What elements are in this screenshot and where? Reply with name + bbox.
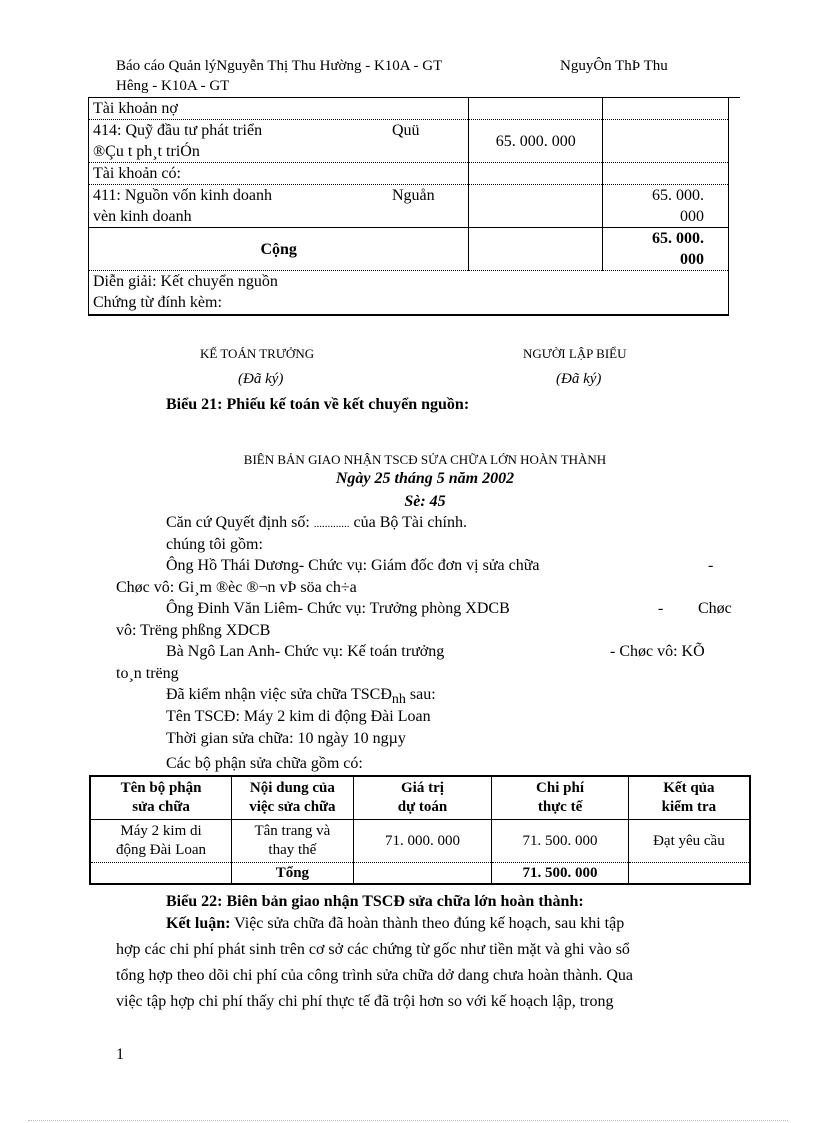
- header-estimate: [353, 776, 492, 820]
- conclusion-line-1: [166, 915, 624, 933]
- header-content-l1: Nội dung của: [249, 780, 335, 796]
- conclusion-line-4: việc tập hợp chi phí thấy chi phí thực tế đã trội hơn so với kế hoạch lập, trong: [116, 993, 614, 1010]
- cell-actual: 71. 500. 000: [492, 820, 629, 863]
- debit-short: Quü: [392, 122, 420, 139]
- voucher-table: [88, 98, 729, 316]
- header-estimate-l2: dự toán: [397, 799, 448, 815]
- debit-account: [89, 120, 469, 163]
- total-row: [89, 228, 729, 271]
- repair-total-row: [90, 863, 750, 885]
- header-actual-l2: thực tế: [537, 799, 583, 815]
- member-2-tail: Chøc: [698, 600, 732, 617]
- repair-table: [89, 775, 751, 885]
- debit-account-name2: ®Çu t ph¸t triÓn: [93, 143, 200, 160]
- debit-amount: 65. 000. 000: [469, 120, 603, 163]
- credit-label-row: [89, 163, 729, 185]
- conclusion-line-2: hợp các chi phí phát sinh trên cơ sở các chứng từ gốc như tiền mặt và ghi vào sổ: [116, 941, 630, 958]
- repair-header-row: [90, 776, 750, 820]
- basis-text-end: của Bộ Tài chính.: [349, 514, 467, 531]
- header-left: Báo cáo Quản lýNguyễn Thị Thu Hường - K10A - GT: [116, 58, 443, 74]
- member-3: Bà Ngô Lan Anh- Chức vụ: Kế toán trưởng: [166, 643, 445, 660]
- inspected-text: Đã kiểm nhận việc sửa chữa TSCĐ: [166, 686, 392, 703]
- cell-content-l2: thay thế: [268, 842, 317, 858]
- cell-result: Đạt yêu cầu: [628, 820, 750, 863]
- conclusion-label: Kết luận:: [166, 915, 231, 932]
- cell-content: [232, 820, 354, 863]
- attachments: Chứng từ đính kèm:: [93, 294, 222, 311]
- description-row: [89, 271, 729, 316]
- conclusion-line-3: tổng hợp theo dõi chi phí của công trình sửa chữa dở dang chưa hoàn thành. Qua: [116, 967, 634, 984]
- member-1-dash: -: [708, 557, 714, 574]
- credit-account: [89, 185, 469, 228]
- minutes-date: Ngày 25 tháng 5 năm 2002: [335, 470, 515, 487]
- member-1: Ông Hồ Thái Dương- Chức vụ: Giám đốc đơn vị sửa chữa: [166, 557, 540, 574]
- total-amount-line1: 65. 000.: [652, 230, 704, 247]
- member-2-dash: -: [658, 600, 664, 617]
- header-content-l2: việc sửa chữa: [249, 799, 336, 815]
- header-right: NguyÔn ThÞ Thu: [560, 58, 668, 74]
- header-part: [90, 776, 232, 820]
- member-2-role: vô: Trëng phßng XDCB: [116, 622, 271, 639]
- inspected-line: [166, 686, 436, 707]
- header-result: [628, 776, 750, 820]
- header-content: [232, 776, 354, 820]
- credit-label: Tài khoản có:: [89, 163, 469, 185]
- debit-label-row: [89, 98, 729, 120]
- total-label: Cộng: [89, 228, 469, 271]
- description: Diễn giải: Kết chuyển nguồn: [93, 273, 278, 290]
- repair-duration: Thời gian sửa chữa: 10 ngày 10 ngµy: [166, 730, 406, 747]
- caption-bieu-22: Biểu 22: Biên bản giao nhận TSCĐ sửa chữa lớn hoàn thành:: [166, 893, 584, 910]
- basis-line: [166, 514, 467, 532]
- minutes-number: Sè: 45: [404, 493, 446, 510]
- inspected-sub: nh: [391, 692, 406, 707]
- total-label-cell: Tổng: [232, 863, 354, 885]
- conclusion-text-1: Việc sửa chữa đã hoàn thành theo đúng kế hoạch, sau khi tập: [230, 915, 625, 932]
- header-part-l1: Tên bộ phận: [120, 780, 202, 796]
- debit-account-row: [89, 120, 729, 163]
- debit-label: Tài khoản nợ: [89, 98, 469, 120]
- caption-bieu-21: Biểu 21: Phiếu kế toán về kết chuyển nguồn:: [166, 396, 470, 413]
- total-amount-line2: 000: [680, 251, 704, 268]
- repair-data-row: [90, 820, 750, 863]
- preparer-signed: (Đã ký): [556, 371, 602, 387]
- credit-amount-line2: 000: [680, 208, 704, 225]
- preparer-title: NGƯỜI LẬP BIỂU: [523, 346, 627, 361]
- total-amount: [603, 228, 729, 271]
- credit-amount: [603, 185, 729, 228]
- inspected-text-end: sau:: [405, 686, 436, 703]
- basis-dots: .............: [313, 518, 350, 530]
- total-actual-cell: 71. 500. 000: [492, 863, 629, 885]
- asset-name: Tên TSCĐ: Máy 2 kim di động Đài Loan: [166, 708, 431, 725]
- member-3-role: to¸n trëng: [116, 665, 179, 682]
- member-1-role: Chøc vô: Gi¸m ®èc ®¬n vÞ söa ch÷a: [116, 579, 357, 596]
- description-cell: [89, 271, 729, 316]
- basis-text: Căn cứ Quyết định số:: [166, 514, 314, 531]
- cell-part: [90, 820, 232, 863]
- cell-estimate: 71. 000. 000: [353, 820, 492, 863]
- debit-account-name: 414: Quỹ đầu tư phát triển: [93, 122, 263, 139]
- chief-accountant-title: KẾ TOÁN TRƯỞNG: [200, 346, 315, 361]
- header-estimate-l1: Giá trị: [401, 780, 444, 796]
- cell-content-l1: Tân trang và: [254, 823, 331, 839]
- credit-account-name: 411: Nguồn vốn kinh doanh: [93, 187, 272, 204]
- credit-account-name2: vèn kinh doanh: [93, 208, 192, 225]
- chief-accountant-signed: (Đã ký): [238, 371, 284, 387]
- cell-part-l1: Máy 2 kim di: [120, 823, 202, 839]
- header-line2: Hêng - K10A - GT: [116, 78, 230, 94]
- page-bottom-rule: [28, 1120, 788, 1121]
- header-actual-l1: Chi phí: [536, 780, 584, 796]
- header-part-l2: sửa chữa: [132, 799, 190, 815]
- credit-account-row: [89, 185, 729, 228]
- header-result-l1: Kết qủa: [663, 780, 715, 796]
- page-number: 1: [116, 1046, 124, 1063]
- we-include: chúng tôi gồm:: [166, 536, 263, 553]
- cell-part-l2: động Đài Loan: [116, 842, 207, 858]
- minutes-title: BIÊN BẢN GIAO NHẬN TSCĐ SỬA CHỮA LỚN HOÀN THÀNH: [243, 452, 607, 467]
- parts-intro: Các bộ phận sửa chữa gồm có:: [166, 755, 363, 772]
- member-2: Ông Đinh Văn Liêm- Chức vụ: Trưởng phòng XDCB: [166, 600, 510, 617]
- credit-short: Nguån: [392, 187, 435, 204]
- header-actual: [492, 776, 629, 820]
- credit-amount-line1: 65. 000.: [652, 187, 704, 204]
- header-result-l2: kiểm tra: [661, 799, 717, 815]
- member-3-tail: - Chøc vô: KÕ: [610, 643, 705, 660]
